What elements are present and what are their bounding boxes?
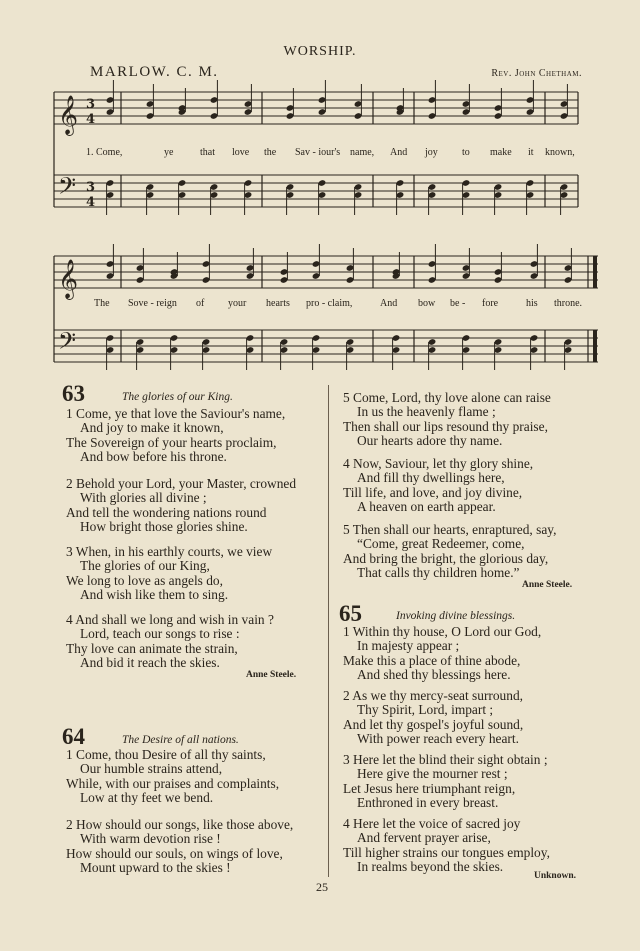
stanza: 4 And shall we long and wish in vain ? Lord, teach our songs to rise : Thy love can animate the strain, And bid it reach the skies.: [66, 612, 274, 671]
svg-text:known,: known,: [545, 147, 575, 158]
stanza: 5 Come, Lord, thy love alone can raise In us the heavenly flame ; Then shall our lips resound thy praise, Our hearts adore thy name.: [343, 390, 551, 449]
stanza: 3 Here let the blind their sight obtain ; Here give the mourner rest ; Let Jesus here triumphant reign, Enthroned in every breast.: [343, 752, 548, 811]
lyric-line-1: 1. Come,: [86, 147, 123, 158]
sheet-music: [0, 0, 640, 380]
svg-text:your: your: [228, 298, 247, 309]
svg-text:be -: be -: [450, 298, 466, 309]
svg-text:his: his: [526, 298, 538, 309]
page-number: 25: [316, 880, 328, 894]
hymn-number: 64: [62, 724, 85, 749]
hymn-author: Unknown.: [534, 871, 576, 881]
bass-clef-icon: 𝄢: [58, 172, 77, 205]
svg-text:fore: fore: [482, 298, 499, 309]
svg-text:that: that: [200, 147, 215, 158]
stanza: 1 Come, ye that love the Saviour's name, And joy to make it known, The Sovereign of your hearts proclaim, And bow before his throne.: [66, 406, 286, 465]
hymn-author: Anne Steele.: [522, 580, 573, 590]
svg-text:it: it: [528, 147, 534, 158]
svg-text:pro - claim,: pro - claim,: [306, 298, 353, 309]
svg-text:joy: joy: [425, 147, 438, 158]
svg-text:Sove - reign: Sove - reign: [128, 298, 177, 309]
treble-clef-icon: 𝄞: [58, 95, 79, 135]
svg-text:love: love: [232, 147, 250, 158]
treble-clef-icon: 𝄞: [58, 259, 79, 299]
column-divider: [328, 385, 329, 877]
svg-text:4: 4: [86, 195, 96, 210]
stanza: 1 Within thy house, O Lord our God, In majesty appear ; Make this a place of thine abode, And shed thy blessings here.: [343, 624, 542, 683]
hymn-title: Invoking divine blessings.: [396, 610, 516, 622]
hymn-title: The glories of our King.: [122, 391, 233, 403]
svg-text:make: make: [490, 147, 512, 158]
svg-text:to: to: [462, 147, 470, 158]
svg-text:ye: ye: [164, 147, 174, 158]
svg-text:The: The: [94, 298, 110, 309]
bass-clef-icon: 𝄢: [58, 327, 77, 360]
hymn-number: 65: [339, 601, 362, 626]
page-header: WORSHIP.: [283, 44, 357, 59]
hymn-title: The Desire of all nations.: [122, 734, 239, 746]
hymn-author: Anne Steele.: [246, 670, 297, 680]
stanza: 4 Now, Saviour, let thy glory shine, And fill thy dwellings here, Till life, and love, and joy divine, A heaven on earth appear.: [343, 456, 534, 515]
svg-text:hearts: hearts: [266, 298, 290, 309]
svg-text:of: of: [196, 298, 205, 309]
svg-text:throne.: throne.: [554, 298, 583, 309]
stanza: 5 Then shall our hearts, enraptured, say, “Come, great Redeemer, come, And bring the bright, the glorious day, That calls thy children home.”: [343, 522, 557, 581]
svg-text:3: 3: [86, 97, 96, 112]
svg-text:And: And: [390, 147, 408, 158]
stanza: 2 Behold your Lord, your Master, crowned With glories all divine ; And tell the wondering nations round How bright those glories shine.: [66, 476, 297, 535]
svg-text:the: the: [264, 147, 277, 158]
stanza: 4 Here let the voice of sacred joy And fervent prayer arise, Till higher strains our tongues employ, In realms beyond the skies.: [343, 816, 550, 875]
svg-text:And: And: [380, 298, 398, 309]
stanza: 2 How should our songs, like those above, With warm devotion rise ! How should our souls, on wings of love, Mount upward to the skies !: [66, 817, 294, 876]
svg-text:name,: name,: [350, 147, 375, 158]
stanza: 3 When, in his earthly courts, we view The glories of our King, We long to love as angels do, And wish like them to sing.: [66, 544, 273, 603]
stanza: 2 As we thy mercy-seat surround, Thy Spirit, Lord, impart ; And let thy gospel's joyful sound, With power reach every heart.: [343, 688, 524, 747]
svg-text:bow: bow: [418, 298, 436, 309]
stanza: 1 Come, thou Desire of all thy saints, Our humble strains attend, While, with our praises and complaints, Low at thy feet we bend.: [66, 747, 280, 806]
hymn-number: 63: [62, 381, 85, 406]
svg-text:3: 3: [86, 180, 96, 195]
svg-text:4: 4: [86, 112, 96, 127]
tune-name: MARLOW. C. M.: [90, 64, 219, 80]
composer: Rev. John Chetham.: [491, 68, 582, 79]
svg-text:Sav - iour's: Sav - iour's: [295, 147, 341, 158]
